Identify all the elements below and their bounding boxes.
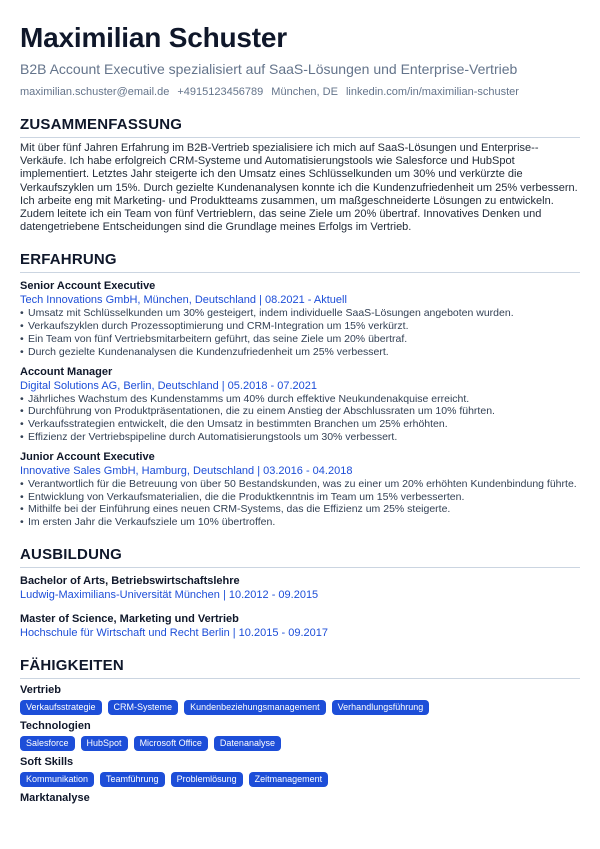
education-entry <box>20 574 580 602</box>
candidate-name: Maximilian Schuster <box>20 22 287 53</box>
job-entry <box>20 279 580 358</box>
skill-tag: Verkaufsstrategie <box>20 700 102 715</box>
summary-text: Mit über fünf Jahren Erfahrung im B2B-Vertrieb spezialisiere ich mich auf SaaS-Lösungen und Enterprise--Verkäufe. Ich habe erfolgreich CRM-Systeme und Automatisierungstools wie Salesforce und HubSpot implementiert. Letztes Jahr steigerte ich den Umsatz eines Schlüsselkunden um 30% und verkürzte die Verkaufszyklen um 15%. Durch gezielte Kundenanalysen konnte ich die Kundenzufriedenheit um 25% verbessern. Ich arbeite eng mit Marketing- und Produktteams zusammen, um maßgeschneiderte Lösungen zu entwickeln. Zudem leitete ich ein Team von fünf Vertrieblern, das seine Ziele um 20% übertraf. Innovatives Denken und datengetriebene Entscheidungen sind die Grundlage meines Erfolgs im Vertrieb. <box>20 142 578 234</box>
education-entry <box>20 612 580 640</box>
experience-section <box>20 251 580 529</box>
job-bullet: • Mithilfe bei der Einführung eines neuen CRM-Systems, das die Effizienz um 25% steigerte. <box>20 503 580 516</box>
job-title: Account Manager <box>20 365 113 378</box>
skill-tag: CRM-Systeme <box>108 700 179 715</box>
contact-phone[interactable]: +4915123456789 <box>177 86 264 98</box>
job-bullets <box>20 393 580 444</box>
section-title-skills: FÄHIGKEITEN <box>20 657 580 679</box>
skill-tag: Kundenbeziehungsmanagement <box>184 700 326 715</box>
degree-title: Bachelor of Arts, Betriebswirtschaftslehre <box>20 574 240 587</box>
section-title-education: AUSBILDUNG <box>20 546 580 568</box>
job-title: Junior Account Executive <box>20 450 155 463</box>
skill-group-title: Soft Skills <box>20 755 74 768</box>
skill-tags <box>20 700 580 715</box>
skill-group <box>20 755 580 787</box>
job-bullet: • Verkaufsstrategien entwickelt, die den Umsatz in bestimmten Branchen um 25% erhöhten. <box>20 418 580 431</box>
education-section <box>20 546 580 640</box>
skill-tags <box>20 736 580 751</box>
contact-email[interactable]: maximilian.schuster@email.de <box>20 86 170 98</box>
skill-tag: Microsoft Office <box>134 736 208 751</box>
job-bullets <box>20 478 580 529</box>
skill-tag: Zeitmanagement <box>249 772 329 787</box>
skills-section <box>20 657 580 805</box>
job-entry <box>20 365 580 444</box>
contact-location: München, DE <box>271 86 338 98</box>
job-title: Senior Account Executive <box>20 280 156 293</box>
skill-tag: Salesforce <box>20 736 75 751</box>
contact-line <box>20 85 580 99</box>
summary-section <box>20 116 580 234</box>
degree-meta: Ludwig-Maximilians-Universität München | 10.2012 - 09.2015 <box>20 588 319 601</box>
skill-tag: Verhandlungsführung <box>332 700 430 715</box>
job-bullet: • Umsatz mit Schlüsselkunden um 30% gesteigert, indem individuelle SaaS-Lösungen angeboten wurden. <box>20 307 580 320</box>
job-meta: Tech Innovations GmbH, München, Deutschland | 08.2021 - Aktuell <box>20 294 347 307</box>
skill-group <box>20 791 580 805</box>
job-bullet: • Effizienz der Vertriebspipeline durch Automatisierungstools um 30% verbessert. <box>20 431 580 444</box>
skill-tags <box>20 772 580 787</box>
job-bullet: • Ein Team von fünf Vertriebsmitarbeitern geführt, das seine Ziele um 20% übertraf. <box>20 333 580 346</box>
job-bullet: • Jährliches Wachstum des Kundenstamms um 40% durch effektive Neukundenakquise erreicht. <box>20 393 580 406</box>
skill-tag: Kommunikation <box>20 772 94 787</box>
job-bullet: • Verantwortlich für die Betreuung von über 50 Bestandskunden, was zu einer um 20% erhöhten Kundenbindung führte. <box>20 478 580 491</box>
contact-linkedin[interactable]: linkedin.com/in/maximilian-schuster <box>345 86 519 98</box>
skill-group <box>20 719 580 751</box>
job-meta: Innovative Sales GmbH, Hamburg, Deutschland | 03.2016 - 04.2018 <box>20 464 353 477</box>
skill-group <box>20 683 580 715</box>
skill-tag: Problemlösung <box>171 772 243 787</box>
job-bullets <box>20 307 580 358</box>
job-bullet: • Durch gezielte Kundenanalysen die Kundenzufriedenheit um 25% verbessert. <box>20 346 580 359</box>
skill-tag: HubSpot <box>81 736 128 751</box>
skill-group-title: Vertrieb <box>20 683 61 696</box>
job-bullet: • Verkaufszyklen durch Prozessoptimierung und CRM-Integration um 15% verkürzt. <box>20 320 580 333</box>
job-entry <box>20 450 580 529</box>
job-meta: Digital Solutions AG, Berlin, Deutschland | 05.2018 - 07.2021 <box>20 379 317 392</box>
skill-tag: Teamführung <box>100 772 165 787</box>
skill-group-title: Marktanalyse <box>20 791 90 804</box>
degree-title: Master of Science, Marketing und Vertrieb <box>20 612 239 625</box>
skill-tag: Datenanalyse <box>214 736 281 751</box>
section-title-experience: ERFAHRUNG <box>20 251 580 273</box>
job-bullet: • Durchführung von Produktpräsentationen, die zu einem Anstieg der Abschlussraten um 10% führten. <box>20 405 580 418</box>
skill-group-title: Technologien <box>20 719 91 732</box>
candidate-headline: B2B Account Executive spezialisiert auf SaaS-Lösungen und Enterprise-Vertrieb <box>20 61 518 77</box>
job-bullet: • Im ersten Jahr die Verkaufsziele um 10% übertroffen. <box>20 516 580 529</box>
section-title-summary: ZUSAMMENFASSUNG <box>20 116 580 138</box>
degree-meta: Hochschule für Wirtschaft und Recht Berlin | 10.2015 - 09.2017 <box>20 626 328 639</box>
job-bullet: • Entwicklung von Verkaufsmaterialien, die die Produktkenntnis im Team um 15% verbesserten. <box>20 491 580 504</box>
